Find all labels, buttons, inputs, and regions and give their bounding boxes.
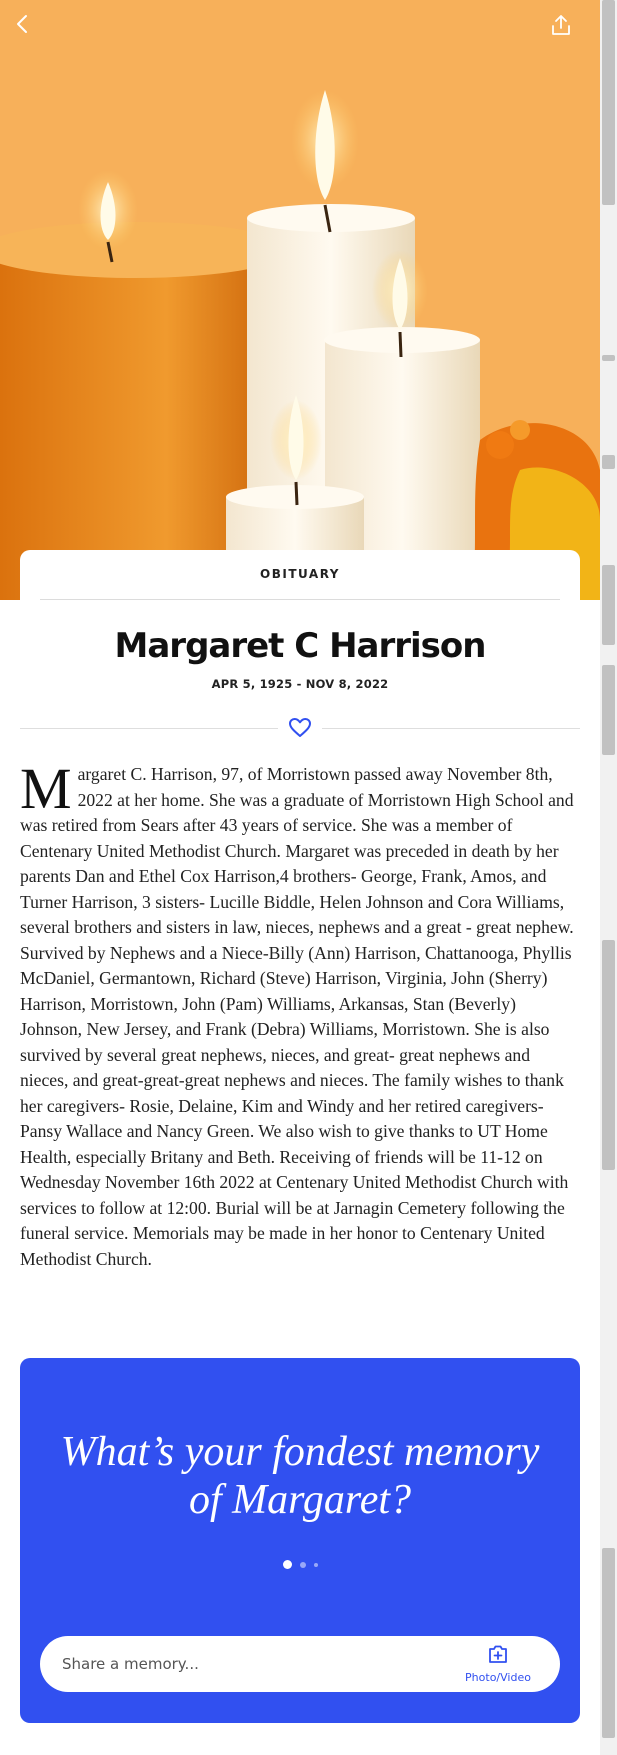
obituary-body: argaret C. Harrison, 97, of Morristown passed away November 8th, 2022 at her home. She was a graduate of Morristown High School and was retired from Sears after 43 years of service. She was a member of Centenary United Methodist Church. Margaret was preceded in death by her parents Dan and Ethel Cox Harrison,4 brothers- George, Frank, Amos, and Turner Harrison, 3 sisters- Lucille Biddle, Helen Johnson and Cora Williams, several brothers and sisters in law, nieces, nephews and a great - great nephew. Survived by Nephews and a Niece-Billy (Ann) Harrison, Chattanooga, Phyllis McDaniel, Germantown, Richard (Steve) Harrison, Virginia, John (Sherry) Harrison, Morristown, John (Pam) Williams, Arkansas, Stan (Beverly) Johnson, New Jersey, and Frank (Debra) Williams, Morristown. She is also survived by several great nephews, nieces, and great- great nephews and nieces, and great-great-great nephews and nieces. The family wishes to thank her caregivers- Rosie, Delaine, Kim and Windy and her retired caregivers-Pansy Wallace and Nancy Green. We also wish to give thanks to UT Home Health, especially Britany and Beth. Receiving of friends will be 11-12 on Wednesday November 16th 2022 at Centenary United Methodist Church with services to follow at 12:00. Burial will be at Jarnagin Cemetery following the funeral service. Memorials may be made in her honor to Centenary United Methodist Church.: [20, 764, 574, 1269]
header-divider: [40, 599, 560, 600]
camera-plus-icon: [487, 1644, 509, 1664]
carousel-dots: [20, 1560, 580, 1569]
carousel-dot-2[interactable]: [300, 1562, 306, 1568]
person-name: Margaret C Harrison: [114, 626, 486, 666]
back-button[interactable]: [14, 14, 50, 50]
divider-line-left: [20, 728, 278, 729]
drop-cap: M: [20, 756, 72, 821]
memory-input[interactable]: [62, 1636, 442, 1692]
hero-image: [0, 0, 600, 600]
memory-prompt-card: [20, 1358, 580, 1723]
scrollbar-marker: [602, 565, 615, 645]
scrollbar-marker: [602, 455, 615, 469]
heart-divider: [20, 716, 580, 740]
page-scrollbar[interactable]: [600, 0, 617, 1755]
photo-video-label: Photo/Video: [465, 1671, 531, 1684]
chevron-left-icon: [14, 14, 30, 34]
heart-button[interactable]: [288, 716, 312, 740]
heart-icon: [288, 716, 312, 740]
memory-question: What’s your fondest memory of Margaret?: [60, 1429, 540, 1523]
life-dates: APR 5, 1925 - NOV 8, 2022: [211, 677, 389, 691]
carousel-dot-3[interactable]: [314, 1563, 318, 1567]
divider-line-right: [322, 728, 580, 729]
memory-input-pill: [40, 1636, 560, 1692]
obituary-label: OBITUARY: [260, 567, 340, 581]
share-button[interactable]: [550, 14, 586, 50]
obituary-text: [20, 756, 580, 1272]
scrollbar-marker: [602, 940, 615, 1170]
carousel-dot-1[interactable]: [283, 1560, 292, 1569]
obituary-card-header: [20, 550, 580, 600]
share-upload-icon: [550, 14, 572, 36]
photo-video-button[interactable]: [460, 1644, 536, 1684]
scrollbar-marker: [602, 1548, 615, 1738]
scrollbar-marker: [602, 355, 615, 361]
scrollbar-marker: [602, 665, 615, 755]
candles-photo: [0, 0, 600, 600]
scrollbar-thumb[interactable]: [602, 0, 615, 205]
